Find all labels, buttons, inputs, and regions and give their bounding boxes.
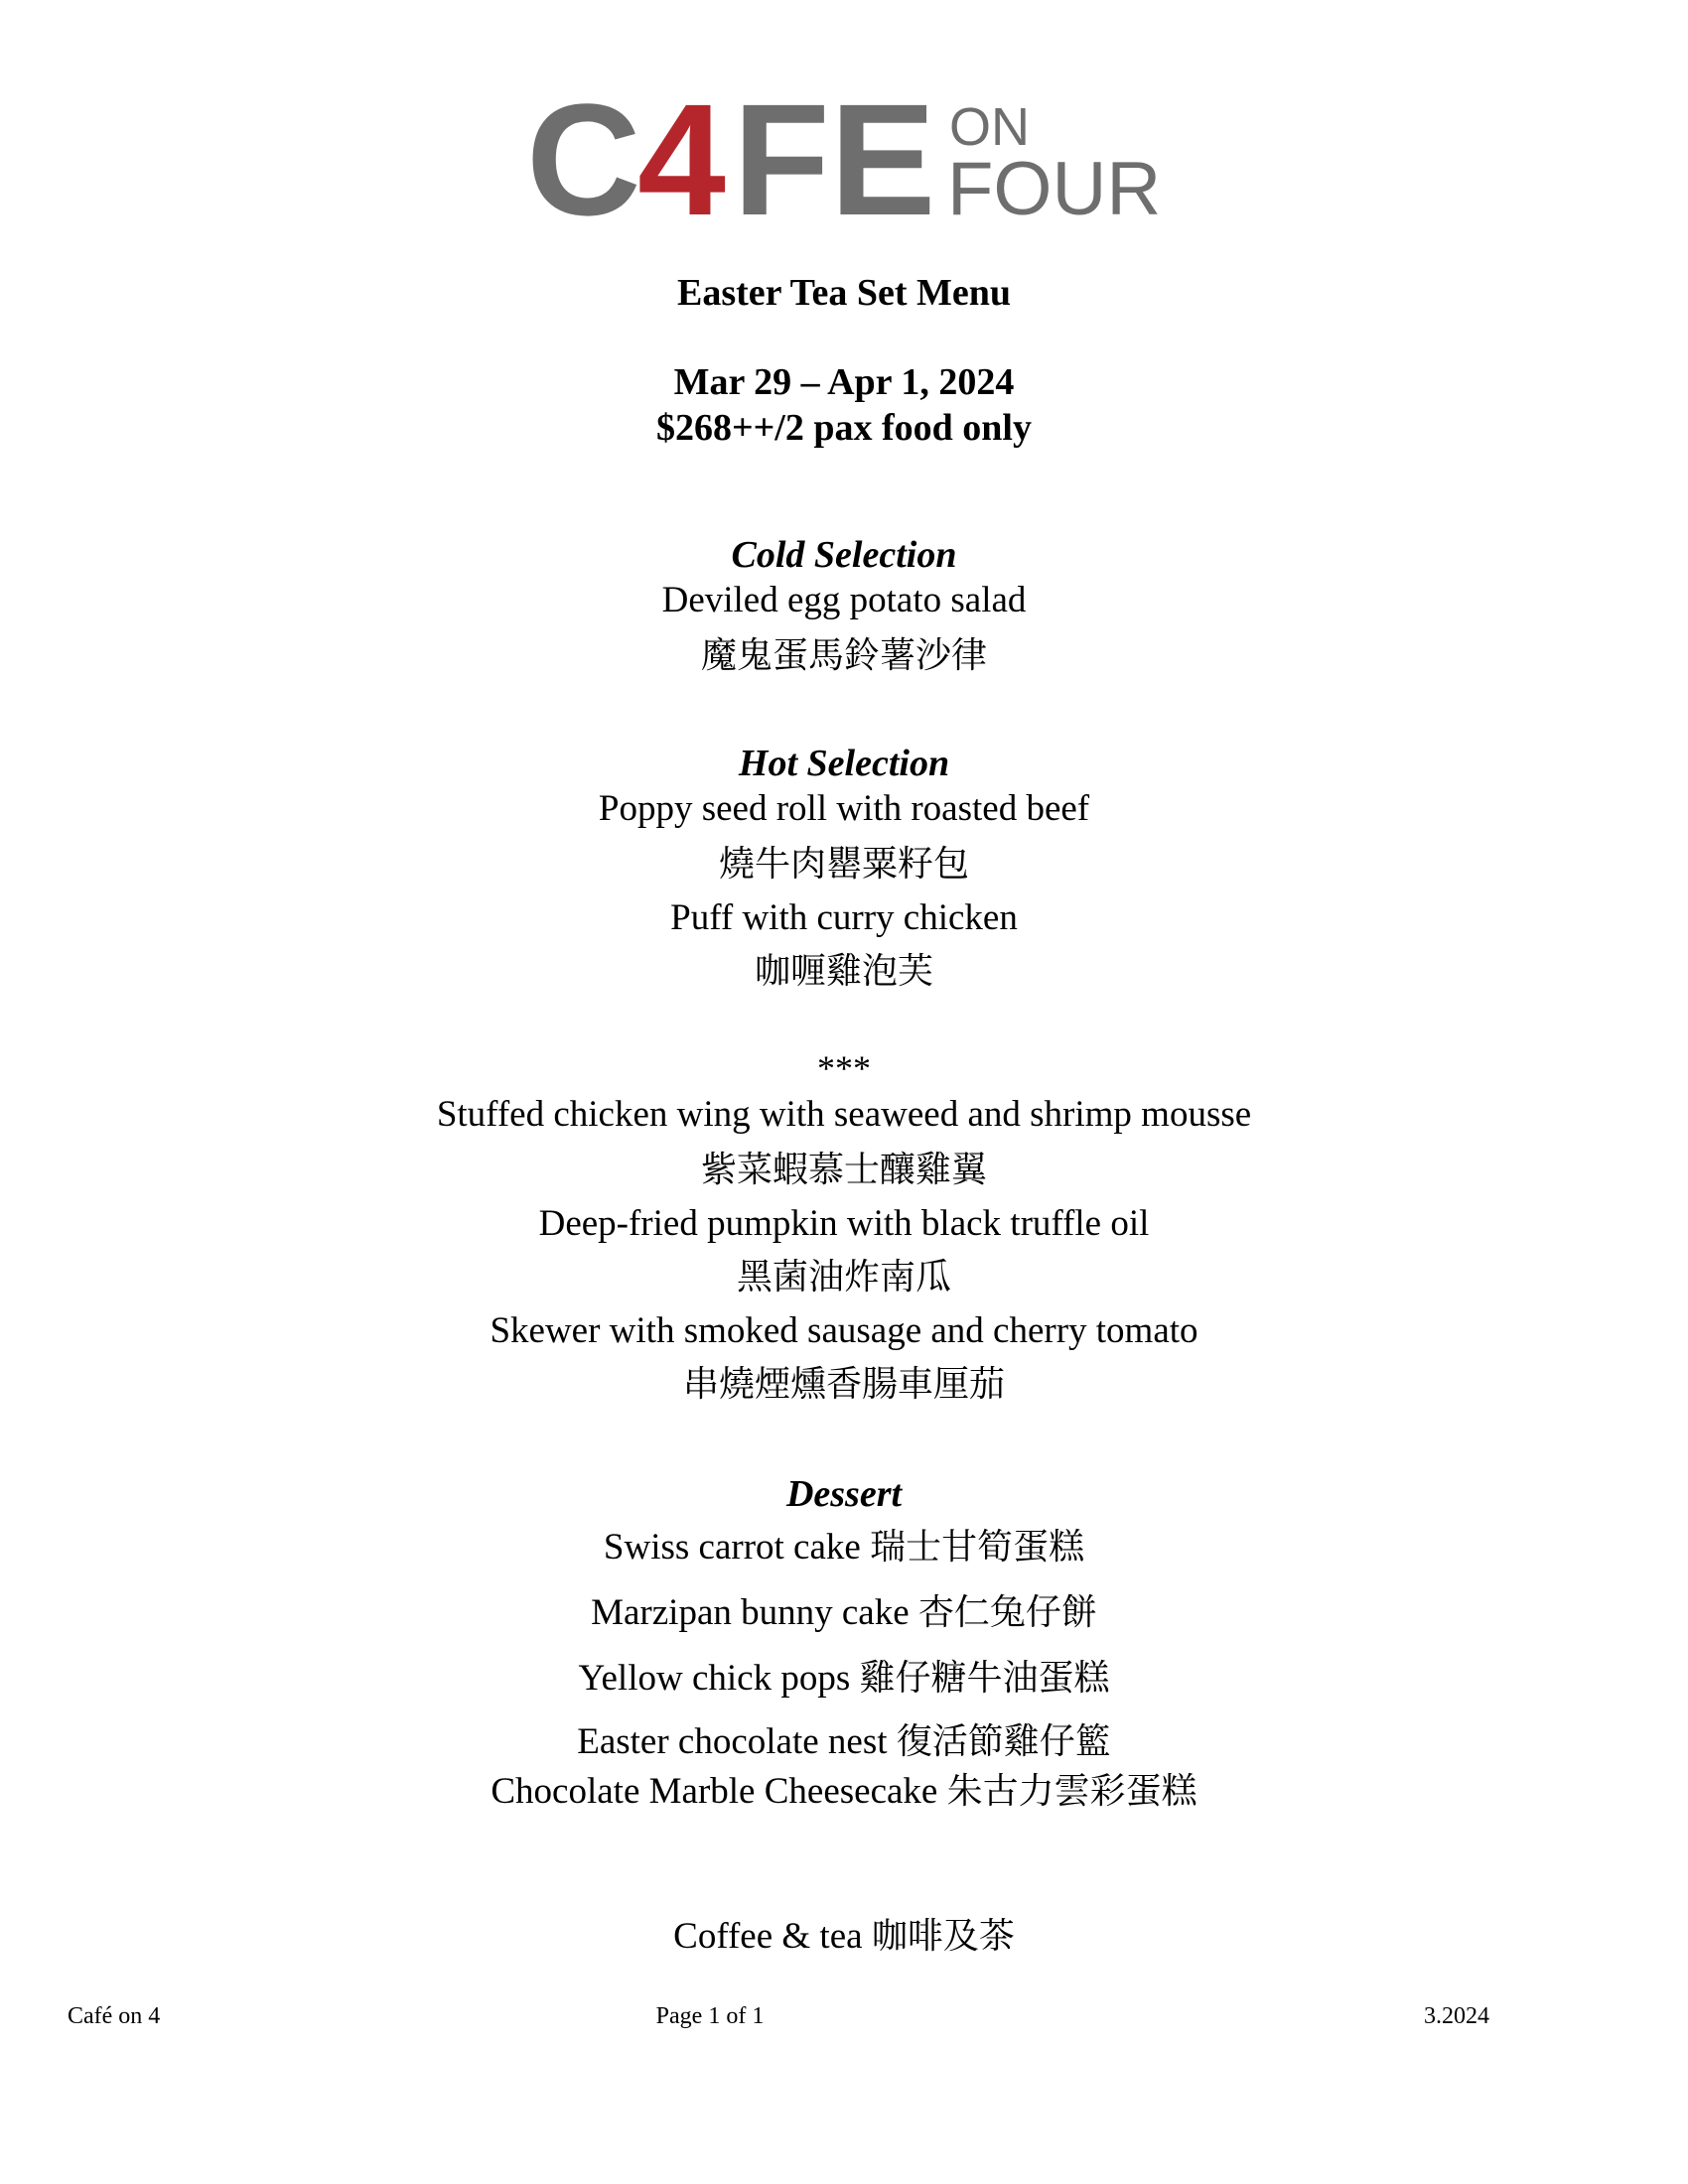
cold-selection-section (0, 532, 1688, 681)
hot-item-zh: 咖喱雞泡芙 (754, 951, 933, 992)
hot-item-zh: 黑菌油炸南瓜 (736, 1257, 951, 1297)
cold-item-en: Deviled egg potato salad (661, 580, 1027, 620)
hot-selection-more (0, 1092, 1688, 1410)
dessert-item (0, 1590, 1688, 1636)
drinks-zh: 咖啡及茶 (871, 1916, 1015, 1957)
logo-fe: FE (733, 91, 936, 230)
dessert-item-en: Chocolate Marble Cheesecake (491, 1771, 938, 1812)
dessert-item-zh: 朱古力雲彩蛋糕 (946, 1771, 1197, 1812)
dessert-item (0, 1656, 1688, 1702)
hot-item-en: Poppy seed roll with roasted beef (598, 788, 1090, 829)
logo-graphic (526, 91, 1162, 230)
dessert-item-zh: 杏仁兔仔餅 (917, 1592, 1097, 1633)
hot-item-en: Stuffed chicken wing with seaweed and shrimp mousse (436, 1094, 1252, 1135)
dessert-item (0, 1719, 1688, 1765)
menu-title: Easter Tea Set Menu (676, 272, 1012, 314)
cold-selection-heading: Cold Selection (731, 534, 957, 576)
dessert-item-en: Marzipan bunny cake (591, 1592, 910, 1633)
hot-item-en: Puff with curry chicken (670, 897, 1018, 938)
hot-item-zh: 紫菜蝦慕士釀雞翼 (700, 1150, 987, 1190)
dessert-item-en: Swiss carrot cake (603, 1527, 861, 1568)
section-separator: *** (817, 1048, 871, 1088)
footer-page-number: Page 1 of 1 (655, 2003, 765, 2029)
dessert-item-en: Yellow chick pops (578, 1658, 851, 1699)
hot-item-zh: 串燒煙燻香腸車厘茄 (682, 1364, 1005, 1405)
dessert-item-en: Easter chocolate nest (577, 1721, 888, 1762)
cold-item-zh: 魔鬼蛋馬鈴薯沙律 (700, 635, 987, 676)
menu-dates-price (0, 359, 1688, 451)
dessert-item-zh: 雞仔糖牛油蛋糕 (859, 1658, 1110, 1699)
dessert-item (0, 1525, 1688, 1570)
logo-on: ON (949, 97, 1030, 157)
hot-selection-section (0, 741, 1688, 997)
dessert-item (0, 1769, 1688, 1815)
dessert-item-zh: 復活節雞仔籃 (896, 1721, 1111, 1762)
hot-item-en: Deep-fried pumpkin with black truffle oil (538, 1203, 1150, 1244)
menu-price: $268++/2 pax food only (656, 407, 1032, 449)
footer-left: Café on 4 (68, 2003, 161, 2029)
dessert-heading: Dessert (785, 1473, 903, 1515)
hot-item-zh: 燒牛肉罌粟籽包 (718, 844, 969, 885)
dessert-item-zh: 瑞士甘筍蛋糕 (870, 1527, 1085, 1568)
dessert-section (0, 1471, 1688, 1815)
hot-selection-heading: Hot Selection (738, 743, 950, 784)
menu-dates: Mar 29 – Apr 1, 2024 (673, 361, 1015, 403)
hot-item-en: Skewer with smoked sausage and cherry tomato (490, 1310, 1198, 1351)
drinks-en: Coffee & tea (673, 1916, 863, 1957)
cafe-on-four-logo (0, 91, 1688, 230)
logo-four-digit: 4 (637, 91, 726, 230)
footer-date: 3.2024 (1424, 2003, 1489, 2029)
drinks-line (0, 1914, 1688, 1960)
logo-c: C (526, 91, 641, 230)
logo-four-word: FOUR (947, 147, 1162, 230)
